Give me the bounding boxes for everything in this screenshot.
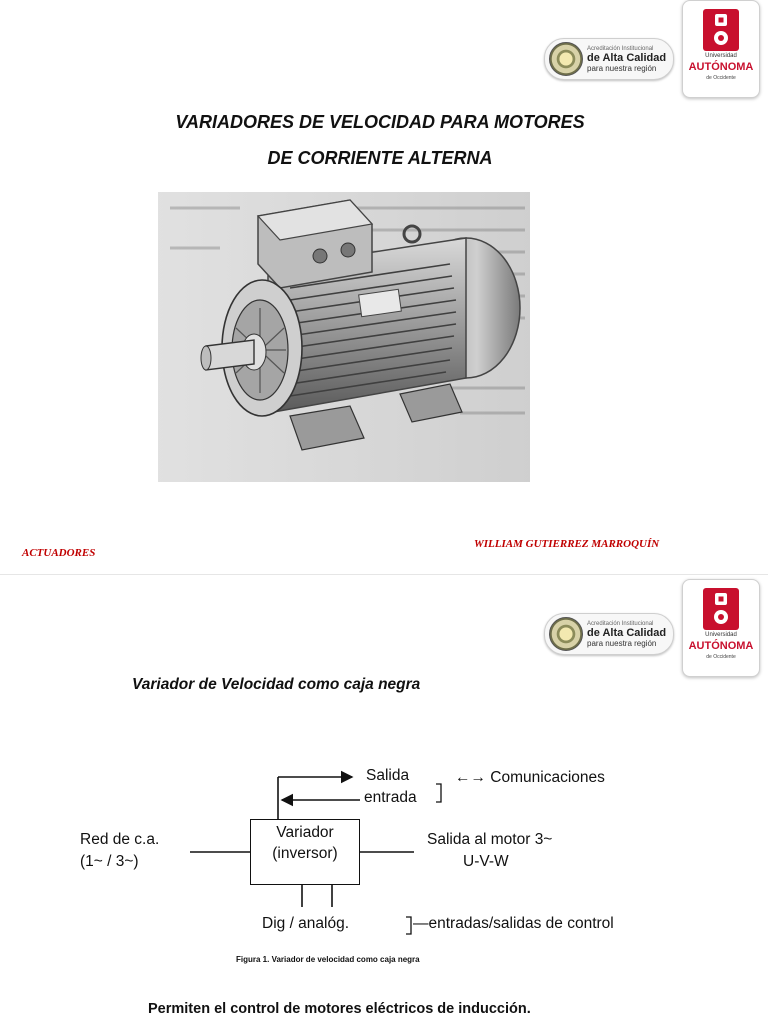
- figure-caption: Figura 1. Variador de velocidad como caja negra: [236, 955, 420, 964]
- salida-label: Salida: [366, 767, 410, 784]
- entrada-label: entrada: [364, 789, 417, 806]
- variador-box: [250, 819, 360, 885]
- accreditation-seal-icon: [549, 42, 583, 76]
- box-line-2: (inversor): [272, 845, 338, 862]
- title-line-1: VARIADORES DE VELOCIDAD PARA MOTORES: [175, 112, 585, 132]
- comms-label: ←→ Comunicaciones: [455, 769, 605, 786]
- university-logo: [682, 0, 760, 98]
- body-text: Permiten el control de motores eléctricos de inducción.: [148, 1001, 531, 1017]
- accreditation-line1: Acreditación Institucional: [587, 620, 654, 627]
- slide-2: [0, 575, 768, 1024]
- university-mark-icon: [703, 9, 739, 51]
- university-label: Universidad: [705, 53, 737, 59]
- university-mark-icon: [703, 588, 739, 630]
- university-logo: [682, 579, 760, 677]
- university-name: AUTÓNOMA: [688, 640, 754, 652]
- accreditation-line3: para nuestra región: [587, 638, 657, 648]
- footer-left-label: ACTUADORES: [22, 547, 96, 559]
- accreditation-logo: [544, 613, 674, 655]
- motor-image: [150, 188, 534, 488]
- accreditation-line1: Acreditación Institucional: [587, 45, 654, 52]
- black-box-diagram: [0, 755, 768, 955]
- accreditation-line2: de Alta Calidad: [587, 51, 667, 64]
- accreditation-seal-icon: [549, 617, 583, 651]
- section-title: Variador de Velocidad como caja negra: [132, 676, 421, 693]
- accreditation-logo: [544, 38, 674, 80]
- accreditation-line2: de Alta Calidad: [587, 626, 667, 639]
- university-sub: de Occidente: [706, 75, 736, 81]
- io-label: —entradas/salidas de control: [413, 915, 614, 932]
- title-line-2: DE CORRIENTE ALTERNA: [267, 148, 493, 168]
- motor-line-1: Salida al motor 3~: [427, 831, 553, 848]
- motor-line-2: U-V-W: [463, 853, 509, 870]
- accreditation-line3: para nuestra región: [587, 63, 657, 73]
- university-name: AUTÓNOMA: [688, 61, 754, 73]
- university-sub: de Occidente: [706, 654, 736, 660]
- box-line-1: Variador: [276, 824, 334, 841]
- footer-right-label: WILLIAM GUTIERREZ MARROQUÍN: [474, 538, 660, 550]
- university-label: Universidad: [705, 632, 737, 638]
- red-line-2: (1~ / 3~): [80, 853, 139, 870]
- red-line-1: Red de c.a.: [80, 831, 160, 848]
- dig-label: Dig / analóg.: [262, 915, 350, 932]
